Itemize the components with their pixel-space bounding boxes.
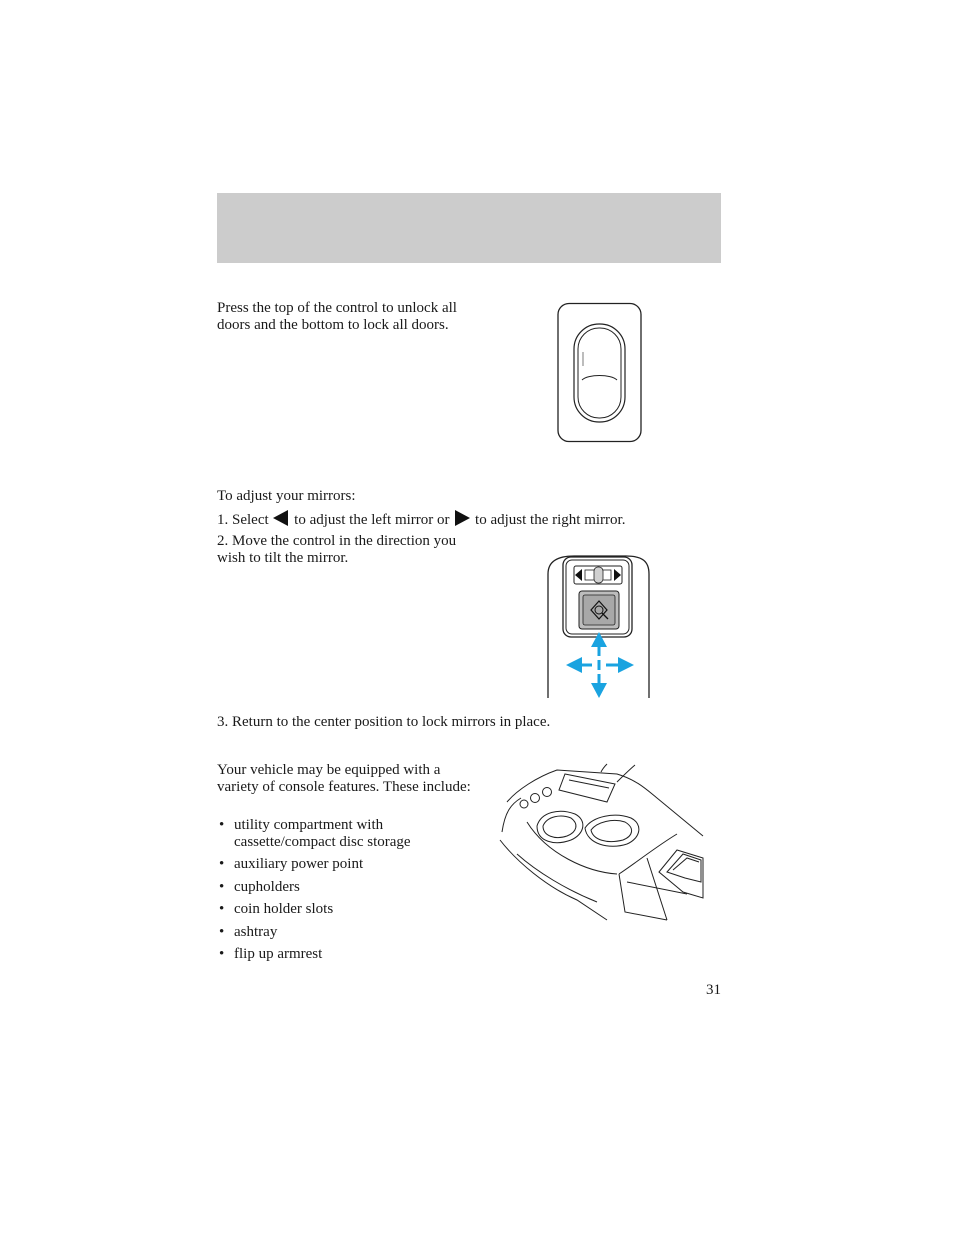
list-item: • ashtray: [219, 923, 278, 940]
mirrors-intro: To adjust your mirrors:: [217, 488, 356, 504]
console-feature-list: [217, 817, 474, 969]
page-number: 31: [706, 982, 721, 998]
list-item: • coin holder slots: [219, 901, 334, 917]
left-arrow-icon: [272, 510, 290, 526]
door-lock-instructions: Press the top of the control to unlock all doors and the bottom to lock all doors.: [217, 300, 457, 333]
mirrors-step-2: 2. Move the control in the direction you wish to tilt the mirror.: [217, 533, 457, 566]
list-item: • utility compartment with cassette/compact disc storage: [219, 817, 411, 850]
step1-prefix: 1. Select: [217, 512, 269, 528]
right-arrow-icon: [453, 510, 471, 526]
door-lock-switch-illustration: [556, 302, 644, 444]
mirrors-step-1: [217, 510, 625, 529]
list-item: • auxiliary power point: [219, 856, 364, 872]
step1-middle: to adjust the left mirror or: [294, 512, 450, 528]
console-illustration: [497, 762, 705, 922]
list-item: • cupholders: [219, 878, 300, 895]
mirrors-step-3: 3. Return to the center position to lock mirrors in place.: [217, 714, 551, 730]
list-item: • flip up armrest: [219, 946, 323, 962]
step1-suffix: to adjust the right mirror.: [475, 512, 626, 528]
section-header-band: [217, 193, 721, 263]
mirror-control-illustration: [546, 536, 652, 699]
console-intro: Your vehicle may be equipped with a variety of console features. These include:: [217, 762, 471, 795]
